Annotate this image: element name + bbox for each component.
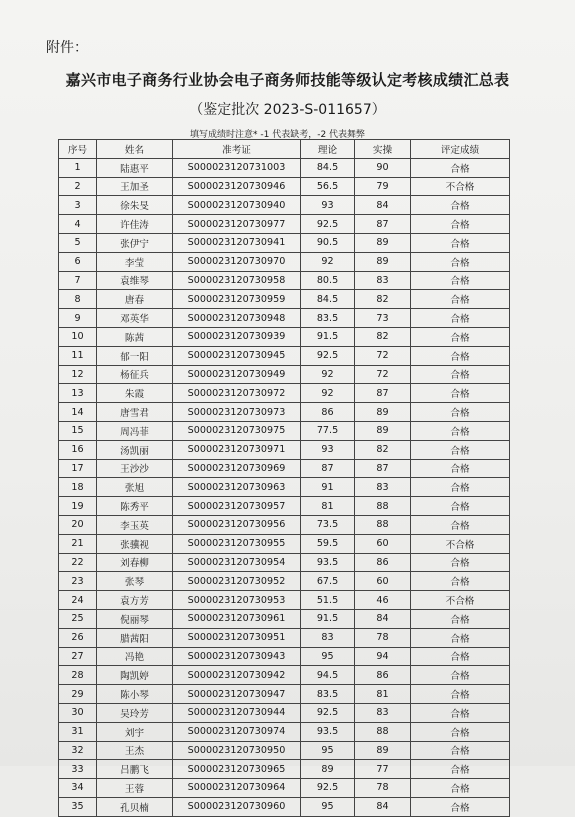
table-row — [59, 158, 510, 177]
cell-name: 朱霞 — [97, 384, 173, 403]
cell-name: 许佳涛 — [97, 215, 173, 234]
table-row — [59, 421, 510, 440]
cell-result: 合格 — [411, 797, 510, 816]
cell-result: 合格 — [411, 215, 510, 234]
cell-no: 29 — [59, 685, 97, 704]
table-row — [59, 459, 510, 478]
cell-practical: 72 — [355, 365, 411, 384]
cell-exam-id: S000023120730956 — [173, 515, 301, 534]
cell-no: 25 — [59, 609, 97, 628]
cell-no: 27 — [59, 647, 97, 666]
cell-no: 16 — [59, 440, 97, 459]
cell-exam-id: S000023120730942 — [173, 666, 301, 685]
cell-theory: 86 — [301, 403, 355, 422]
cell-no: 34 — [59, 779, 97, 798]
table-row — [59, 384, 510, 403]
cell-result: 合格 — [411, 478, 510, 497]
cell-no: 20 — [59, 515, 97, 534]
cell-name: 王杰 — [97, 741, 173, 760]
cell-practical: 60 — [355, 572, 411, 591]
cell-exam-id: S000023120730954 — [173, 553, 301, 572]
cell-no: 14 — [59, 403, 97, 422]
table-row — [59, 703, 510, 722]
cell-result: 合格 — [411, 403, 510, 422]
column-header-theory: 理论 — [301, 140, 355, 159]
cell-practical: 82 — [355, 327, 411, 346]
cell-name: 王沙沙 — [97, 459, 173, 478]
cell-theory: 93.5 — [301, 722, 355, 741]
cell-theory: 91.5 — [301, 609, 355, 628]
cell-result: 合格 — [411, 741, 510, 760]
table-row — [59, 233, 510, 252]
cell-no: 22 — [59, 553, 97, 572]
cell-practical: 60 — [355, 534, 411, 553]
table-row — [59, 497, 510, 516]
table-row — [59, 553, 510, 572]
cell-result: 合格 — [411, 553, 510, 572]
cell-theory: 91 — [301, 478, 355, 497]
cell-exam-id: S000023120730971 — [173, 440, 301, 459]
annex-label: 附件： — [46, 40, 88, 56]
cell-name: 腊茜阳 — [97, 628, 173, 647]
cell-practical: 82 — [355, 440, 411, 459]
cell-practical: 88 — [355, 515, 411, 534]
cell-theory: 94.5 — [301, 666, 355, 685]
cell-theory: 90.5 — [301, 233, 355, 252]
cell-exam-id: S000023120730977 — [173, 215, 301, 234]
cell-name: 杨征兵 — [97, 365, 173, 384]
cell-no: 11 — [59, 346, 97, 365]
cell-practical: 46 — [355, 591, 411, 610]
cell-name: 唐雪君 — [97, 403, 173, 422]
cell-name: 刘春柳 — [97, 553, 173, 572]
cell-practical: 90 — [355, 158, 411, 177]
table-row — [59, 440, 510, 459]
cell-name: 陆惠平 — [97, 158, 173, 177]
cell-practical: 83 — [355, 271, 411, 290]
cell-name: 邓英华 — [97, 309, 173, 328]
cell-theory: 93 — [301, 440, 355, 459]
table-row — [59, 252, 510, 271]
cell-no: 18 — [59, 478, 97, 497]
cell-exam-id: S000023120730958 — [173, 271, 301, 290]
cell-result: 合格 — [411, 685, 510, 704]
cell-no: 15 — [59, 421, 97, 440]
table-row — [59, 797, 510, 816]
column-header-exam-id: 准考证 — [173, 140, 301, 159]
cell-result: 合格 — [411, 760, 510, 779]
table-row — [59, 309, 510, 328]
cell-exam-id: S000023120730944 — [173, 703, 301, 722]
table-row — [59, 760, 510, 779]
cell-result: 合格 — [411, 327, 510, 346]
cell-exam-id: S000023120730941 — [173, 233, 301, 252]
cell-exam-id: S000023120730957 — [173, 497, 301, 516]
cell-name: 王加圣 — [97, 177, 173, 196]
cell-practical: 72 — [355, 346, 411, 365]
cell-result: 合格 — [411, 346, 510, 365]
cell-practical: 87 — [355, 384, 411, 403]
cell-theory: 92.5 — [301, 215, 355, 234]
cell-no: 2 — [59, 177, 97, 196]
cell-practical: 86 — [355, 666, 411, 685]
cell-practical: 77 — [355, 760, 411, 779]
table-row — [59, 327, 510, 346]
cell-no: 26 — [59, 628, 97, 647]
cell-result: 合格 — [411, 158, 510, 177]
cell-exam-id: S000023120730939 — [173, 327, 301, 346]
cell-name: 陈茜 — [97, 327, 173, 346]
cell-name: 李玉英 — [97, 515, 173, 534]
table-row — [59, 215, 510, 234]
cell-result: 不合格 — [411, 591, 510, 610]
table-row — [59, 403, 510, 422]
cell-practical: 78 — [355, 628, 411, 647]
cell-practical: 84 — [355, 609, 411, 628]
cell-result: 合格 — [411, 628, 510, 647]
cell-no: 7 — [59, 271, 97, 290]
cell-no: 30 — [59, 703, 97, 722]
cell-practical: 84 — [355, 797, 411, 816]
cell-name: 刘宇 — [97, 722, 173, 741]
document-title: 嘉兴市电子商务行业协会电子商务师技能等级认定考核成绩汇总表 — [65, 71, 510, 89]
cell-exam-id: S000023120730945 — [173, 346, 301, 365]
cell-no: 23 — [59, 572, 97, 591]
cell-theory: 83 — [301, 628, 355, 647]
cell-result: 合格 — [411, 497, 510, 516]
cell-result: 合格 — [411, 722, 510, 741]
table-row — [59, 177, 510, 196]
cell-theory: 59.5 — [301, 534, 355, 553]
cell-result: 合格 — [411, 440, 510, 459]
table-row — [59, 609, 510, 628]
cell-name: 吴玲芳 — [97, 703, 173, 722]
cell-no: 32 — [59, 741, 97, 760]
cell-result: 合格 — [411, 572, 510, 591]
cell-theory: 93.5 — [301, 553, 355, 572]
cell-no: 12 — [59, 365, 97, 384]
cell-theory: 92.5 — [301, 703, 355, 722]
scoring-note: 填写成绩时注意* -1 代表缺考，-2 代表舞弊 — [190, 130, 366, 140]
table-row — [59, 741, 510, 760]
cell-practical: 87 — [355, 459, 411, 478]
cell-no: 24 — [59, 591, 97, 610]
cell-practical: 83 — [355, 703, 411, 722]
cell-result: 合格 — [411, 609, 510, 628]
cell-theory: 93 — [301, 196, 355, 215]
cell-name: 孔贝楠 — [97, 797, 173, 816]
cell-practical: 81 — [355, 685, 411, 704]
cell-theory: 92 — [301, 252, 355, 271]
cell-name: 汤凯丽 — [97, 440, 173, 459]
cell-theory: 95 — [301, 741, 355, 760]
table-row — [59, 628, 510, 647]
cell-exam-id: S000023120730947 — [173, 685, 301, 704]
cell-name: 徐朱旻 — [97, 196, 173, 215]
cell-result: 合格 — [411, 421, 510, 440]
cell-exam-id: S000023120730949 — [173, 365, 301, 384]
table-row — [59, 534, 510, 553]
cell-exam-id: S000023120730951 — [173, 628, 301, 647]
table-row — [59, 591, 510, 610]
cell-name: 张骥视 — [97, 534, 173, 553]
table-header-row — [59, 140, 510, 159]
cell-no: 35 — [59, 797, 97, 816]
table-body — [59, 158, 510, 816]
table-row — [59, 290, 510, 309]
cell-exam-id: S000023120730948 — [173, 309, 301, 328]
cell-result: 合格 — [411, 196, 510, 215]
cell-theory: 84.5 — [301, 290, 355, 309]
cell-name: 袁维琴 — [97, 271, 173, 290]
cell-no: 4 — [59, 215, 97, 234]
cell-result: 合格 — [411, 290, 510, 309]
cell-practical: 87 — [355, 215, 411, 234]
cell-no: 3 — [59, 196, 97, 215]
cell-theory: 73.5 — [301, 515, 355, 534]
cell-exam-id: S000023120730975 — [173, 421, 301, 440]
cell-name: 张旭 — [97, 478, 173, 497]
cell-practical: 88 — [355, 722, 411, 741]
cell-exam-id: S000023120730960 — [173, 797, 301, 816]
cell-theory: 89 — [301, 760, 355, 779]
cell-no: 33 — [59, 760, 97, 779]
cell-exam-id: S000023120730940 — [173, 196, 301, 215]
cell-name: 张琴 — [97, 572, 173, 591]
cell-theory: 95 — [301, 647, 355, 666]
column-header-no: 序号 — [59, 140, 97, 159]
table-row — [59, 779, 510, 798]
table-row — [59, 346, 510, 365]
cell-result: 合格 — [411, 779, 510, 798]
cell-exam-id: S000023120730970 — [173, 252, 301, 271]
cell-name: 陶凯婷 — [97, 666, 173, 685]
column-header-practical: 实操 — [355, 140, 411, 159]
cell-practical: 88 — [355, 497, 411, 516]
cell-practical: 89 — [355, 233, 411, 252]
cell-practical: 86 — [355, 553, 411, 572]
cell-practical: 89 — [355, 421, 411, 440]
cell-theory: 92 — [301, 365, 355, 384]
cell-theory: 77.5 — [301, 421, 355, 440]
cell-exam-id: S000023120730965 — [173, 760, 301, 779]
cell-no: 6 — [59, 252, 97, 271]
cell-name: 王蓉 — [97, 779, 173, 798]
cell-theory: 51.5 — [301, 591, 355, 610]
cell-practical: 78 — [355, 779, 411, 798]
cell-exam-id: S000023120730953 — [173, 591, 301, 610]
cell-name: 吕鹏飞 — [97, 760, 173, 779]
cell-theory: 95 — [301, 797, 355, 816]
table-row — [59, 647, 510, 666]
cell-practical: 83 — [355, 478, 411, 497]
cell-practical: 84 — [355, 196, 411, 215]
cell-no: 28 — [59, 666, 97, 685]
cell-theory: 56.5 — [301, 177, 355, 196]
cell-practical: 89 — [355, 741, 411, 760]
cell-result: 合格 — [411, 365, 510, 384]
cell-no: 8 — [59, 290, 97, 309]
cell-practical: 73 — [355, 309, 411, 328]
cell-result: 合格 — [411, 515, 510, 534]
scores-table — [58, 139, 510, 817]
cell-result: 不合格 — [411, 177, 510, 196]
cell-theory: 92.5 — [301, 346, 355, 365]
column-header-result: 评定成绩 — [411, 140, 510, 159]
table-row — [59, 515, 510, 534]
table-row — [59, 572, 510, 591]
cell-name: 倪丽琴 — [97, 609, 173, 628]
cell-practical: 82 — [355, 290, 411, 309]
cell-theory: 84.5 — [301, 158, 355, 177]
cell-no: 9 — [59, 309, 97, 328]
cell-exam-id: S000023120731003 — [173, 158, 301, 177]
cell-theory: 83.5 — [301, 309, 355, 328]
cell-theory: 87 — [301, 459, 355, 478]
table-row — [59, 196, 510, 215]
cell-theory: 67.5 — [301, 572, 355, 591]
cell-result: 合格 — [411, 384, 510, 403]
cell-theory: 81 — [301, 497, 355, 516]
cell-theory: 83.5 — [301, 685, 355, 704]
cell-result: 合格 — [411, 459, 510, 478]
cell-name: 李莹 — [97, 252, 173, 271]
cell-exam-id: S000023120730974 — [173, 722, 301, 741]
cell-exam-id: S000023120730973 — [173, 403, 301, 422]
cell-result: 合格 — [411, 666, 510, 685]
cell-exam-id: S000023120730972 — [173, 384, 301, 403]
cell-exam-id: S000023120730961 — [173, 609, 301, 628]
cell-exam-id: S000023120730964 — [173, 779, 301, 798]
cell-name: 冯艳 — [97, 647, 173, 666]
cell-result: 合格 — [411, 233, 510, 252]
cell-exam-id: S000023120730946 — [173, 177, 301, 196]
cell-theory: 92 — [301, 384, 355, 403]
cell-practical: 89 — [355, 252, 411, 271]
cell-result: 不合格 — [411, 534, 510, 553]
cell-result: 合格 — [411, 647, 510, 666]
cell-name: 陈秀平 — [97, 497, 173, 516]
cell-name: 唐春 — [97, 290, 173, 309]
cell-exam-id: S000023120730950 — [173, 741, 301, 760]
cell-practical: 79 — [355, 177, 411, 196]
cell-practical: 89 — [355, 403, 411, 422]
cell-practical: 94 — [355, 647, 411, 666]
cell-result: 合格 — [411, 271, 510, 290]
batch-number: （鉴定批次 2023-S-011657） — [189, 102, 386, 118]
cell-theory: 91.5 — [301, 327, 355, 346]
cell-exam-id: S000023120730959 — [173, 290, 301, 309]
cell-no: 10 — [59, 327, 97, 346]
cell-name: 张伊宁 — [97, 233, 173, 252]
cell-theory: 92.5 — [301, 779, 355, 798]
table-row — [59, 365, 510, 384]
cell-no: 21 — [59, 534, 97, 553]
cell-exam-id: S000023120730963 — [173, 478, 301, 497]
cell-no: 1 — [59, 158, 97, 177]
cell-no: 13 — [59, 384, 97, 403]
cell-exam-id: S000023120730952 — [173, 572, 301, 591]
table-row — [59, 478, 510, 497]
cell-name: 陈小琴 — [97, 685, 173, 704]
cell-no: 31 — [59, 722, 97, 741]
table-row — [59, 722, 510, 741]
cell-no: 19 — [59, 497, 97, 516]
table-row — [59, 685, 510, 704]
cell-no: 5 — [59, 233, 97, 252]
cell-name: 周冯菲 — [97, 421, 173, 440]
cell-result: 合格 — [411, 703, 510, 722]
cell-exam-id: S000023120730943 — [173, 647, 301, 666]
cell-theory: 80.5 — [301, 271, 355, 290]
cell-result: 合格 — [411, 309, 510, 328]
cell-result: 合格 — [411, 252, 510, 271]
table-row — [59, 271, 510, 290]
column-header-name: 姓名 — [97, 140, 173, 159]
cell-exam-id: S000023120730955 — [173, 534, 301, 553]
cell-no: 17 — [59, 459, 97, 478]
table-row — [59, 666, 510, 685]
cell-name: 郁一阳 — [97, 346, 173, 365]
cell-exam-id: S000023120730969 — [173, 459, 301, 478]
cell-name: 袁方芳 — [97, 591, 173, 610]
